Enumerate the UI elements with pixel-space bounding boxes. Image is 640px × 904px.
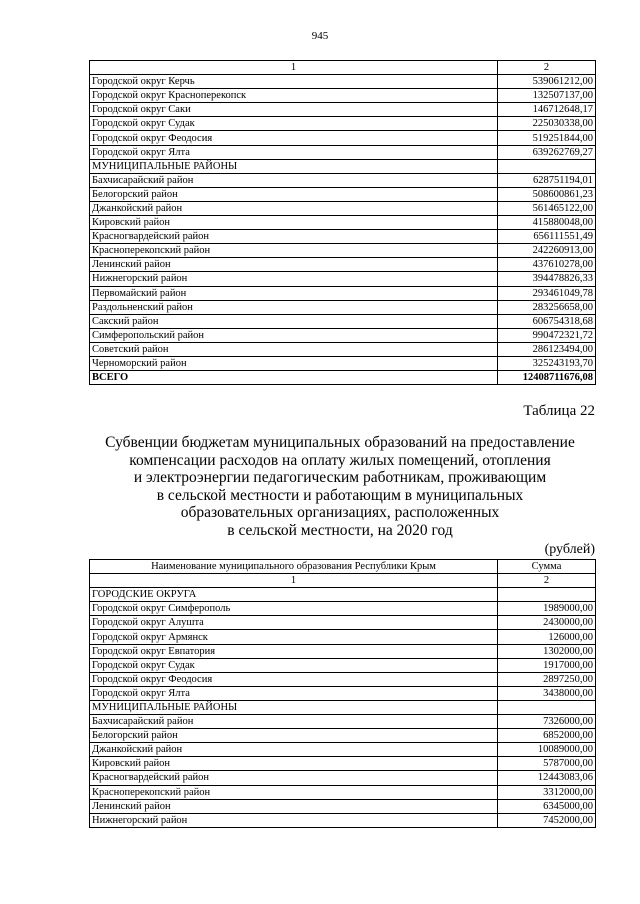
row-name-cell: Джанкойский район <box>90 201 498 215</box>
column-header-sum: Сумма <box>498 560 596 574</box>
row-value-cell: 508600861,23 <box>498 187 596 201</box>
table-row <box>90 686 596 700</box>
table-row <box>90 159 596 173</box>
row-name-cell: Сакский район <box>90 314 498 328</box>
row-value-cell: 639262769,27 <box>498 145 596 159</box>
table-row <box>90 75 596 89</box>
caption-line: в сельской местности и работающим в муниципальных <box>156 486 524 504</box>
table-caption <box>80 434 600 540</box>
row-name-cell: Городской округ Феодосия <box>90 672 498 686</box>
row-value-cell: 7452000,00 <box>498 813 596 827</box>
row-name-cell: Городской округ Ялта <box>90 686 498 700</box>
row-name-cell: Кировский район <box>90 757 498 771</box>
table-row <box>90 89 596 103</box>
row-name-cell: ГОРОДСКИЕ ОКРУГА <box>90 588 498 602</box>
row-name-cell: Нижнегорский район <box>90 272 498 286</box>
table-row <box>90 700 596 714</box>
caption-line: и электроэнергии педагогическим работникам, проживающим <box>133 469 547 487</box>
row-value-cell: 561465122,00 <box>498 201 596 215</box>
row-value-cell: 286123494,00 <box>498 342 596 356</box>
row-value-cell: 1302000,00 <box>498 644 596 658</box>
caption-line: образовательных организациях, расположенных <box>180 504 500 522</box>
table-row <box>90 145 596 159</box>
table-row <box>90 342 596 356</box>
row-name-cell: МУНИЦИПАЛЬНЫЕ РАЙОНЫ <box>90 159 498 173</box>
row-value-cell: 7326000,00 <box>498 715 596 729</box>
table-row <box>90 588 596 602</box>
table-label: Таблица 22 <box>523 403 595 419</box>
row-name-cell: Симферопольский район <box>90 328 498 342</box>
row-value-cell <box>498 588 596 602</box>
caption-line: Субвенции бюджетам муниципальных образований на предоставление <box>105 434 575 451</box>
row-value-cell: 242260913,00 <box>498 244 596 258</box>
row-name-cell: Джанкойский район <box>90 743 498 757</box>
row-value-cell: 2897250,00 <box>498 672 596 686</box>
table-row <box>90 244 596 258</box>
row-name-cell: Красноперекопский район <box>90 785 498 799</box>
table-row <box>90 328 596 342</box>
table-row <box>90 785 596 799</box>
table-row <box>90 672 596 686</box>
row-value-cell: 539061212,00 <box>498 75 596 89</box>
caption-line: в сельской местности, на 2020 год <box>227 521 453 539</box>
row-value-cell: 12408711676,08 <box>498 371 596 385</box>
row-value-cell: 10089000,00 <box>498 743 596 757</box>
row-name-cell: Ленинский район <box>90 258 498 272</box>
table-row <box>90 602 596 616</box>
table-row <box>90 371 596 385</box>
row-value-cell: 606754318,68 <box>498 314 596 328</box>
row-name-cell: Красногвардейский район <box>90 771 498 785</box>
row-value-cell: 146712648,17 <box>498 103 596 117</box>
table-row <box>90 117 596 131</box>
row-name-cell: Городской округ Красноперекопск <box>90 89 498 103</box>
table-row <box>90 715 596 729</box>
row-name-cell: Бахчисарайский район <box>90 173 498 187</box>
column-number-1: 1 <box>90 574 498 588</box>
row-name-cell: Городской округ Ялта <box>90 145 498 159</box>
row-name-cell: Красногвардейский район <box>90 230 498 244</box>
row-value-cell: 5787000,00 <box>498 757 596 771</box>
row-value-cell: 12443083,06 <box>498 771 596 785</box>
table-row <box>90 799 596 813</box>
allocation-table-continued <box>89 60 596 385</box>
table-row <box>90 201 596 215</box>
table-row <box>90 757 596 771</box>
table-row <box>90 813 596 827</box>
row-name-cell: Черноморский район <box>90 356 498 370</box>
row-name-cell: Первомайский район <box>90 286 498 300</box>
table-row <box>90 216 596 230</box>
table-row <box>90 356 596 370</box>
row-name-cell: Бахчисарайский район <box>90 715 498 729</box>
row-value-cell: 6852000,00 <box>498 729 596 743</box>
table-row <box>90 743 596 757</box>
table-row <box>90 314 596 328</box>
row-name-cell: Нижнегорский район <box>90 813 498 827</box>
table-row <box>90 258 596 272</box>
row-name-cell: МУНИЦИПАЛЬНЫЕ РАЙОНЫ <box>90 700 498 714</box>
row-value-cell: 325243193,70 <box>498 356 596 370</box>
table-row <box>90 729 596 743</box>
row-value-cell <box>498 159 596 173</box>
row-name-cell: Городской округ Керчь <box>90 75 498 89</box>
row-name-cell: Советский район <box>90 342 498 356</box>
row-name-cell: Городской округ Судак <box>90 117 498 131</box>
row-name-cell: Городской округ Феодосия <box>90 131 498 145</box>
column-number-row <box>90 61 596 75</box>
row-value-cell: 628751194,01 <box>498 173 596 187</box>
row-value-cell: 283256658,00 <box>498 300 596 314</box>
row-value-cell <box>498 700 596 714</box>
caption-line: компенсации расходов на оплату жилых помещений, отопления <box>129 451 551 469</box>
table-row <box>90 630 596 644</box>
row-name-cell: Городской округ Саки <box>90 103 498 117</box>
table-row <box>90 131 596 145</box>
table-row <box>90 230 596 244</box>
table-row <box>90 173 596 187</box>
row-value-cell: 293461049,78 <box>498 286 596 300</box>
column-number-2: 2 <box>498 574 596 588</box>
subvention-table <box>89 559 596 828</box>
row-name-cell: Городской округ Армянск <box>90 630 498 644</box>
row-value-cell: 3438000,00 <box>498 686 596 700</box>
row-value-cell: 656111551,49 <box>498 230 596 244</box>
row-value-cell: 126000,00 <box>498 630 596 644</box>
table-row <box>90 658 596 672</box>
row-value-cell: 415880048,00 <box>498 216 596 230</box>
row-value-cell: 225030338,00 <box>498 117 596 131</box>
row-name-cell: Городской округ Евпатория <box>90 644 498 658</box>
column-header-row <box>90 560 596 574</box>
table-row <box>90 771 596 785</box>
row-name-cell: Кировский район <box>90 216 498 230</box>
row-value-cell: 394478826,33 <box>498 272 596 286</box>
page-number: 945 <box>311 30 329 42</box>
table-row <box>90 644 596 658</box>
row-name-cell: Городской округ Судак <box>90 658 498 672</box>
row-value-cell: 1989000,00 <box>498 602 596 616</box>
table-row <box>90 616 596 630</box>
column-number-row <box>90 574 596 588</box>
column-number-2: 2 <box>498 61 596 75</box>
column-number-1: 1 <box>90 61 498 75</box>
table-row <box>90 187 596 201</box>
row-name-cell: Городской округ Алушта <box>90 616 498 630</box>
row-name-cell: Ленинский район <box>90 799 498 813</box>
row-name-cell: ВСЕГО <box>90 371 498 385</box>
row-name-cell: Белогорский район <box>90 729 498 743</box>
row-value-cell: 6345000,00 <box>498 799 596 813</box>
row-value-cell: 2430000,00 <box>498 616 596 630</box>
row-value-cell: 3312000,00 <box>498 785 596 799</box>
row-value-cell: 1917000,00 <box>498 658 596 672</box>
row-value-cell: 990472321,72 <box>498 328 596 342</box>
table-row <box>90 300 596 314</box>
row-value-cell: 132507137,00 <box>498 89 596 103</box>
row-name-cell: Белогорский район <box>90 187 498 201</box>
row-name-cell: Городской округ Симферополь <box>90 602 498 616</box>
row-name-cell: Раздольненский район <box>90 300 498 314</box>
units-label: (рублей) <box>544 542 595 557</box>
table-row <box>90 103 596 117</box>
table-row <box>90 272 596 286</box>
row-value-cell: 437610278,00 <box>498 258 596 272</box>
table-row <box>90 286 596 300</box>
row-value-cell: 519251844,00 <box>498 131 596 145</box>
row-name-cell: Красноперекопский район <box>90 244 498 258</box>
column-header-name: Наименование муниципального образования Республики Крым <box>90 560 498 574</box>
